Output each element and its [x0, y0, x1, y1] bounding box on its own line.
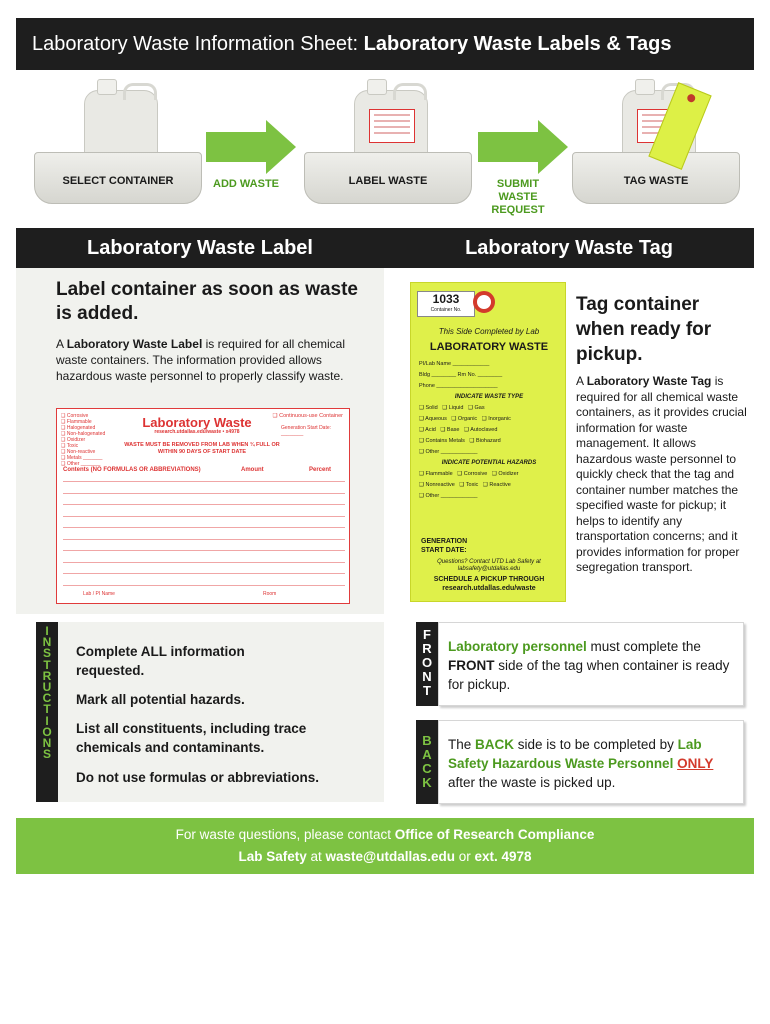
- tag-questions: Questions? Contact UTD Lab Safety at labsafety@utdallas.edu: [437, 559, 541, 572]
- instructions-side-label: I N S T R U C T I O N S: [36, 622, 58, 802]
- label-card-lines: [63, 481, 345, 596]
- label-description: A Laboratory Waste Label is required for all chemical waste containers. The information provided allows hazardous waste personnel to properly classify waste.: [56, 337, 346, 383]
- title-prefix: Laboratory Waste Information Sheet:: [32, 33, 359, 55]
- back-side-label: B A C K: [416, 720, 438, 804]
- label-card-warning: WASTE MUST BE REMOVED FROM LAB WHEN ¾ FULL OR WITHIN 90 DAYS OF START DATE: [124, 442, 280, 455]
- arrow-add-waste: [206, 120, 298, 200]
- tag-description: A Laboratory Waste Tag is required for all chemical waste containers, as it provides crucial information for waste management. It allows hazardous waste personnel to quickly check that the tag and container number matches the specified waste for pickup; it helps to identify any transportation concerns; and it provides information for proper segregation transport.: [576, 374, 747, 574]
- arrow-submit-request: [478, 120, 570, 216]
- label-card-generation: Generation Start Date: ________: [281, 425, 332, 437]
- tag-section-title: Laboratory Waste Tag: [384, 228, 754, 268]
- label-section-title: Laboratory Waste Label: [16, 228, 384, 268]
- tag-generation: GENERATION START DATE:: [421, 538, 468, 554]
- step-select-container: [34, 90, 202, 208]
- tag-heading: Tag container when ready for pickup.: [576, 294, 712, 365]
- label-card-title: Laboratory Waste: [142, 415, 252, 430]
- label-card-continuous: ❑ Continuous-use Container: [272, 413, 343, 419]
- tray-icon: [34, 152, 202, 204]
- instruction-item: Do not use formulas or abbreviations.: [76, 770, 320, 785]
- tag-container-number: 1033 Container No.: [417, 291, 475, 317]
- instruction-item: List all constituents, including trace chemicals and contaminants.: [76, 721, 307, 755]
- step-label: TAG WASTE: [623, 175, 689, 187]
- title-bold: Laboratory Waste Labels & Tags: [363, 33, 672, 55]
- label-card-footer: Lab / PI Name Room: [83, 591, 277, 597]
- label-checklist: ❑ Corrosive ❑ Flammable ❑ Halogenated ❑ Non-halogenated ❑ Oxidizer ❑ Toxic ❑ Non-reactive ❑ Metals _______ ❑ Other _______: [61, 413, 106, 467]
- step-label: SELECT CONTAINER: [62, 175, 174, 187]
- label-card-url: research.utdallas.edu/waste • x4978: [154, 429, 240, 435]
- label-heading: Label container as soon as waste is added.: [56, 279, 358, 324]
- tag-hole-icon: [473, 291, 495, 313]
- instruction-item: Mark all potential hazards.: [76, 692, 245, 707]
- waste-label-sample: ❑ Corrosive ❑ Flammable ❑ Halogenated ❑ Non-halogenated ❑ Oxidizer ❑ Toxic ❑ Non-reactive ❑ Metals _______ ❑ Other _______ Laboratory Waste research.utdallas.edu/waste • x4978 WASTE MUST BE REMOVED FROM LAB WHEN ¾ FULL OR WITHIN 90 DAYS OF START DATE ❑ Continuous-use Container Generation Start Date: ________ Contents (NO FORMULAS OR ABBREVIATIONS) Amount Percent Lab / PI Name Room: [56, 408, 350, 604]
- contact-footer: For waste questions, please contact Office of Research Compliance Lab Safety at waste@utdallas.edu or ext. 4978: [16, 818, 754, 874]
- arrow-label: SUBMIT WASTE REQUEST: [491, 178, 545, 216]
- waste-label-icon: [369, 109, 415, 143]
- step-label: LABEL WASTE: [348, 175, 428, 187]
- arrow-label: ADD WASTE: [213, 178, 279, 190]
- front-description: Laboratory personnel must complete the FRONT side of the tag when container is ready for pickup.: [448, 639, 730, 692]
- step-label-waste: [304, 90, 472, 208]
- email-link[interactable]: waste@utdallas.edu: [325, 849, 455, 864]
- page-title: [16, 18, 754, 70]
- tag-schedule: SCHEDULE A PICKUP THROUGH research.utdallas.edu/waste: [433, 576, 545, 592]
- waste-tag-sample: [410, 282, 566, 602]
- tag-title: LABORATORY WASTE: [429, 341, 549, 353]
- instruction-item: Complete ALL information requested.: [76, 644, 245, 678]
- workflow-strip: [16, 80, 754, 218]
- tray-icon: [304, 152, 472, 204]
- tag-side-note: This Side Completed by Lab: [438, 327, 540, 336]
- front-side-label: F R O N T: [416, 622, 438, 706]
- back-description: The BACK side is to be completed by Lab Safety Hazardous Waste Personnel ONLY after the waste is picked up.: [448, 737, 714, 790]
- tag-fields: PI/Lab Name ____________ Bldg ________ Rm No. ________ Phone ____________________ INDICATE WASTE TYPE ❑ Solid ❑ Liquid ❑ Gas ❑ Aqueous ❑ Organic ❑ Inorganic ❑ Acid ❑ Base ❑ Autoclaved ❑ Contains Metals ❑ Biohazard ❑ Other ____________ INDICATE POTENTIAL HAZARDS ❑ Flammable ❑ Corrosive ❑ Oxidizer ❑ Nonreactive ❑ Toxic ❑ Reactive ❑ Other ____________: [419, 361, 537, 499]
